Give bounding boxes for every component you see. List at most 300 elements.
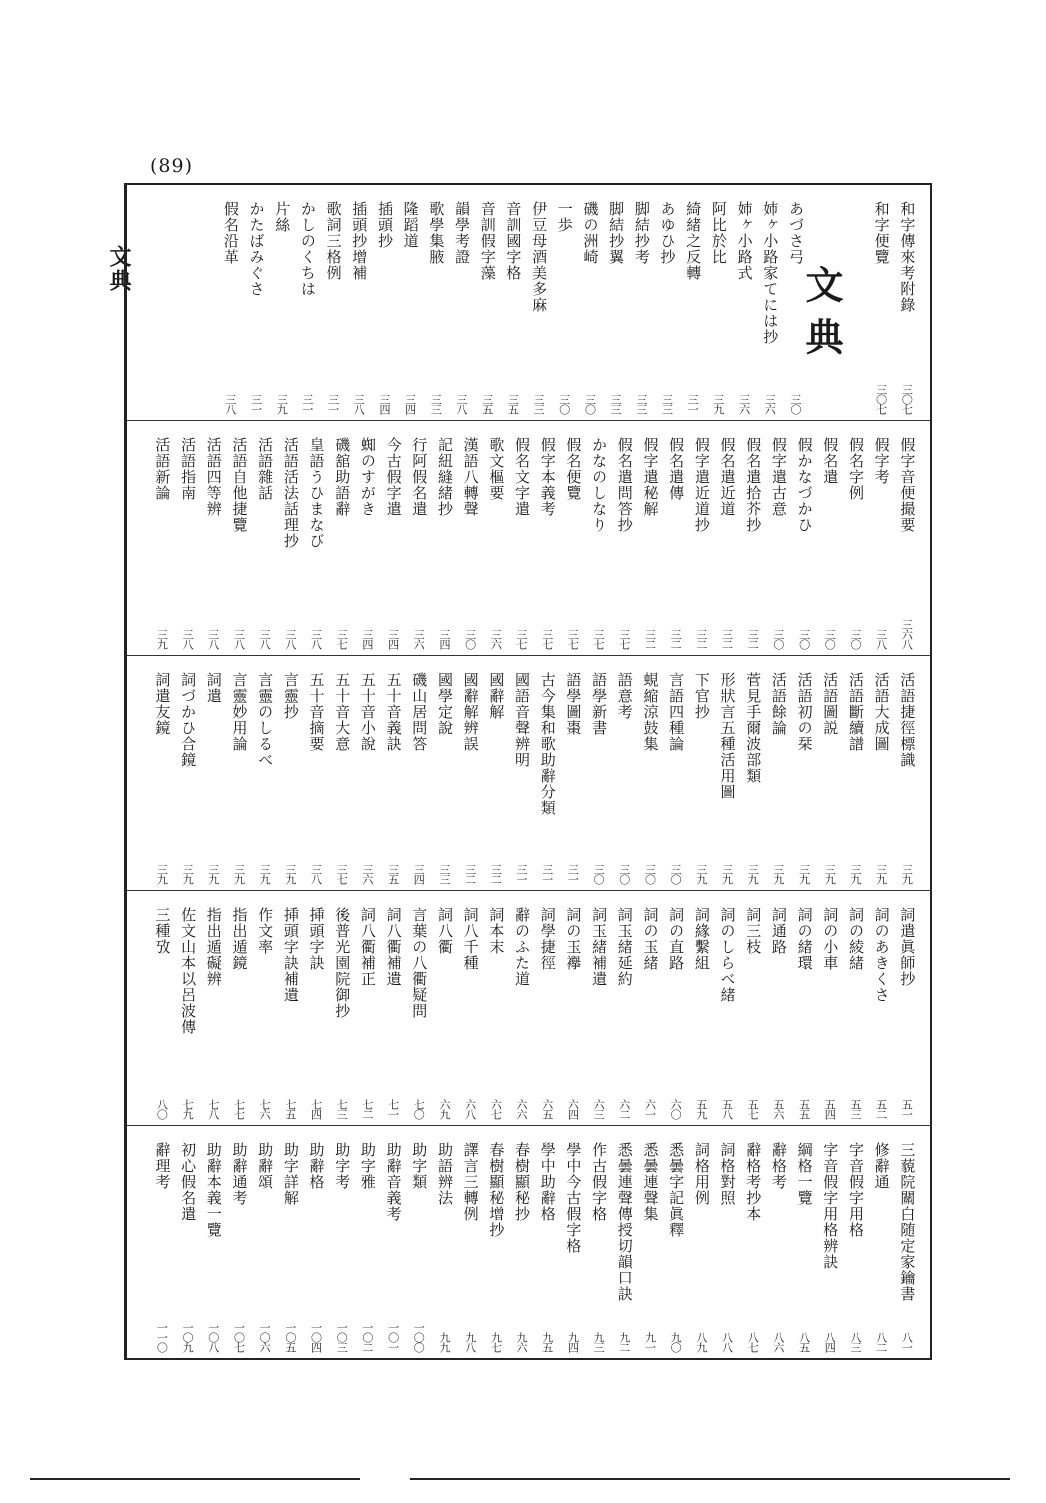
entry-title: 指出遁礙辨 bbox=[204, 907, 223, 987]
entry-page-number: 五九 bbox=[694, 1099, 708, 1119]
entry-title: 語學新書 bbox=[590, 672, 609, 736]
index-entry bbox=[372, 185, 398, 420]
entry-page-number: 一一〇 bbox=[155, 1322, 169, 1352]
entry-title: 詞本末 bbox=[487, 907, 506, 955]
entry-page-number: 三〇 bbox=[788, 394, 802, 414]
entry-title: 五十音小說 bbox=[358, 672, 377, 752]
entry-page-number: 七六 bbox=[258, 1099, 272, 1119]
entry-page-number: 八二 bbox=[874, 1332, 888, 1352]
entry-title: 悉曇連聲集 bbox=[641, 1142, 660, 1222]
entry-title: 挿頭字訣 bbox=[307, 907, 326, 971]
entry-title: 詞學捷徑 bbox=[538, 907, 557, 971]
index-entry bbox=[766, 421, 792, 655]
entry-title: 假字考 bbox=[872, 437, 891, 485]
entry-title: 悉曇連聲傳授切韻口訣 bbox=[615, 1142, 634, 1302]
entry-page-number: 三九 bbox=[848, 864, 862, 884]
entry-page-number: 三八 bbox=[181, 629, 195, 649]
index-entry bbox=[663, 1126, 689, 1358]
index-entry bbox=[398, 185, 424, 420]
entry-page-number: 三八 bbox=[309, 629, 323, 649]
entry-title: 漢語八轉聲 bbox=[461, 437, 480, 517]
index-entry bbox=[355, 891, 381, 1125]
entry-title: 活語大成圖 bbox=[872, 672, 891, 752]
index-entry bbox=[252, 656, 278, 890]
entry-title: 蜆縮涼鼓集 bbox=[641, 672, 660, 752]
index-entry bbox=[603, 185, 629, 420]
index-entry bbox=[894, 185, 920, 420]
entry-title: 辭理考 bbox=[153, 1142, 172, 1190]
index-entry bbox=[869, 421, 895, 655]
entry-page-number: 八六 bbox=[771, 1332, 785, 1352]
index-entry bbox=[432, 421, 458, 655]
index-entry bbox=[278, 1126, 304, 1358]
entry-title: 一歩 bbox=[555, 201, 574, 233]
index-entry bbox=[304, 891, 330, 1125]
entry-page-number: 六八 bbox=[463, 1099, 477, 1119]
index-entry bbox=[226, 656, 252, 890]
entry-page-number: 三七 bbox=[335, 864, 349, 884]
entry-page-number: 六三 bbox=[592, 1099, 606, 1119]
entry-title: 磯山居問答 bbox=[410, 672, 429, 752]
entry-title: 假字本義考 bbox=[538, 437, 557, 517]
entry-title: 三藐院關白随定家鑰書 bbox=[898, 1142, 917, 1302]
entry-title: 磯舘助語辭 bbox=[333, 437, 352, 517]
entry-page-number: 一〇二 bbox=[360, 1322, 374, 1352]
index-entry bbox=[218, 185, 244, 420]
entry-page-number: 三六 bbox=[360, 864, 374, 884]
entry-page-number: 五七 bbox=[746, 1099, 760, 1119]
index-entry bbox=[355, 1126, 381, 1358]
index-entry bbox=[894, 421, 920, 655]
entry-title: 假名遣問答抄 bbox=[615, 437, 634, 533]
entry-page-number: 一〇七 bbox=[232, 1322, 246, 1352]
index-entry bbox=[792, 891, 818, 1125]
index-entry bbox=[612, 1126, 638, 1358]
entry-page-number: 八八 bbox=[720, 1332, 734, 1352]
entry-title: 詞のあきくさ bbox=[872, 907, 891, 1003]
index-entry bbox=[423, 185, 449, 420]
entry-page-number: 三一 bbox=[249, 394, 263, 414]
entry-title: 詞の緒環 bbox=[795, 907, 814, 971]
index-entry bbox=[432, 1126, 458, 1358]
index-entry bbox=[817, 1126, 843, 1358]
entry-title: 活語四等辨 bbox=[204, 437, 223, 517]
entry-page-number: 六六 bbox=[515, 1099, 528, 1119]
index-entry bbox=[226, 891, 252, 1125]
entry-title: 活語捷徑標識 bbox=[898, 672, 917, 768]
index-entry bbox=[817, 421, 843, 655]
entry-title: 五十音大意 bbox=[333, 672, 352, 752]
entry-title: 國辭解 bbox=[487, 672, 506, 720]
index-entry bbox=[663, 421, 689, 655]
entry-title: 詞の綾緒 bbox=[846, 907, 865, 971]
entry-title: 悉曇字記眞釋 bbox=[667, 1142, 686, 1238]
entry-page-number: 三二 bbox=[694, 629, 708, 649]
entry-page-number: 七二 bbox=[360, 1099, 374, 1119]
index-entry bbox=[629, 185, 655, 420]
entry-page-number: 三七 bbox=[540, 629, 554, 649]
index-entry bbox=[637, 656, 663, 890]
entry-title: 詞の玉緒 bbox=[641, 907, 660, 971]
entry-page-number: 九三 bbox=[592, 1332, 606, 1352]
index-entry bbox=[381, 891, 407, 1125]
index-entry bbox=[149, 891, 175, 1125]
entry-title: 語學圖棗 bbox=[564, 672, 583, 736]
entry-title: 助語辨法 bbox=[435, 1142, 454, 1206]
entry-page-number: 三九 bbox=[720, 864, 734, 884]
entry-title: 詞の直路 bbox=[667, 907, 686, 971]
entry-page-number: 三〇七 bbox=[874, 384, 888, 414]
entry-page-number: 一〇五 bbox=[283, 1322, 297, 1352]
index-entry bbox=[560, 656, 586, 890]
entry-page-number: 九一 bbox=[643, 1332, 657, 1352]
entry-page-number: 八九 bbox=[694, 1332, 708, 1352]
index-entry bbox=[175, 891, 201, 1125]
index-entry bbox=[706, 185, 732, 420]
entry-title: 活語初の栞 bbox=[795, 672, 814, 752]
entry-page-number: 三八 bbox=[223, 394, 237, 414]
entry-page-number: 三四 bbox=[403, 394, 417, 414]
entry-page-number: 三三 bbox=[437, 864, 451, 884]
entry-title: 辭のふた道 bbox=[513, 907, 531, 987]
index-entry bbox=[535, 421, 561, 655]
index-entry bbox=[432, 891, 458, 1125]
entry-title: 助字雅 bbox=[358, 1142, 377, 1190]
entry-page-number: 三〇 bbox=[557, 394, 571, 414]
index-entry bbox=[458, 1126, 484, 1358]
entry-title: 音訓國字格 bbox=[504, 201, 523, 281]
entry-title: 指出遁鏡 bbox=[230, 907, 249, 971]
index-entry bbox=[560, 1126, 586, 1358]
entry-title: 脚結抄翼 bbox=[607, 201, 626, 265]
index-entry bbox=[612, 656, 638, 890]
index-entry bbox=[732, 185, 758, 420]
entry-page-number: 三五 bbox=[386, 864, 400, 884]
index-entry bbox=[381, 656, 407, 890]
entry-title: 假字遣古意 bbox=[769, 437, 788, 517]
entry-title: 字音假字用格 bbox=[846, 1142, 865, 1238]
entry-page-number: 三九 bbox=[206, 864, 220, 884]
entry-title: 插頭抄 bbox=[375, 201, 394, 249]
entry-title: あづさ弓 bbox=[786, 201, 805, 265]
entry-page-number: 六二 bbox=[617, 1099, 631, 1119]
entry-page-number: 六〇 bbox=[669, 1099, 683, 1119]
entry-page-number: 五五 bbox=[797, 1099, 811, 1119]
section-title: 文典 bbox=[799, 265, 844, 369]
index-entry bbox=[680, 185, 706, 420]
entry-page-number: 三九 bbox=[746, 864, 760, 884]
entry-title: 詞八千種 bbox=[461, 907, 480, 971]
index-entry bbox=[552, 185, 578, 420]
entry-page-number: 三〇 bbox=[823, 629, 837, 649]
index-entry bbox=[329, 656, 355, 890]
index-entry bbox=[792, 421, 818, 655]
entry-title: 初心假名遣 bbox=[179, 1142, 198, 1222]
index-entry bbox=[843, 656, 869, 890]
entry-page-number: 三六八 bbox=[900, 619, 914, 649]
index-entry bbox=[757, 185, 783, 420]
entry-title: 和字傳來考附錄 bbox=[898, 201, 917, 313]
index-entry bbox=[577, 185, 603, 420]
entry-title: 佐文山本以呂波傳 bbox=[179, 907, 198, 1035]
entry-page-number: 三四 bbox=[386, 629, 400, 649]
entry-title: 助辭音義考 bbox=[384, 1142, 403, 1222]
index-entry bbox=[244, 185, 270, 420]
entry-title: 綱格一覽 bbox=[795, 1142, 814, 1206]
index-entry bbox=[894, 1126, 920, 1358]
entry-title: 活語指南 bbox=[179, 437, 198, 501]
entry-page-number: 五三 bbox=[848, 1099, 862, 1119]
entry-page-number: 三六 bbox=[412, 629, 426, 649]
entry-page-number: 八〇 bbox=[155, 1099, 169, 1119]
index-entry bbox=[278, 421, 304, 655]
entry-page-number: 三〇 bbox=[617, 864, 631, 884]
entry-title: 詞遣友鏡 bbox=[153, 672, 172, 736]
entry-title: 古今集和歌助辭分類 bbox=[538, 672, 557, 816]
entry-title: 歌文樞要 bbox=[487, 437, 506, 501]
entry-title: 詞格對照 bbox=[718, 1142, 737, 1206]
entry-title: 助辭通考 bbox=[230, 1142, 249, 1206]
entry-page-number: 三〇 bbox=[848, 629, 862, 649]
entry-page-number: 三九 bbox=[232, 864, 246, 884]
entry-title: 詞遣眞師抄 bbox=[898, 907, 917, 987]
index-entry bbox=[329, 421, 355, 655]
entry-title: 假名遣傳 bbox=[667, 437, 686, 501]
entry-page-number: 三九 bbox=[900, 864, 914, 884]
entry-title: 活語活法話理抄 bbox=[281, 437, 300, 549]
entry-page-number: 三〇 bbox=[643, 864, 657, 884]
entry-title: 譯言三轉例 bbox=[461, 1142, 480, 1222]
index-entry bbox=[740, 421, 766, 655]
index-entry bbox=[535, 891, 561, 1125]
entry-page-number: 三七 bbox=[592, 629, 606, 649]
entry-title: 國語音聲辨明 bbox=[513, 672, 531, 768]
index-entry bbox=[843, 891, 869, 1125]
entry-page-number: 七一 bbox=[386, 1099, 400, 1119]
entry-title: 五十音義訣 bbox=[384, 672, 403, 752]
index-entry bbox=[715, 421, 741, 655]
entry-title: 假名遣 bbox=[821, 437, 840, 485]
index-entry bbox=[509, 656, 535, 890]
index-entry bbox=[689, 421, 715, 655]
index-entry bbox=[483, 421, 509, 655]
index-entry bbox=[740, 1126, 766, 1358]
page-number: (89) bbox=[150, 155, 194, 177]
entry-title: 假名遣拾芥抄 bbox=[744, 437, 763, 533]
index-entry bbox=[715, 891, 741, 1125]
footer-rule-right bbox=[410, 1478, 1010, 1480]
entry-title: 片絲 bbox=[273, 201, 292, 233]
entry-page-number: 三九 bbox=[155, 864, 169, 884]
entry-page-number: 三三 bbox=[532, 394, 546, 414]
entry-page-number: 一〇四 bbox=[309, 1322, 323, 1352]
entry-page-number: 三八 bbox=[283, 629, 297, 649]
entry-title: 三種攷 bbox=[153, 907, 172, 955]
entry-title: 歌學集腋 bbox=[427, 201, 446, 265]
entry-page-number: 八一 bbox=[900, 1332, 914, 1352]
entry-title: 菅見手爾波部類 bbox=[744, 672, 763, 784]
entry-title: 言靈抄 bbox=[281, 672, 300, 720]
index-entry bbox=[869, 1126, 895, 1358]
entry-page-number: 五四 bbox=[823, 1099, 837, 1119]
index-entry bbox=[509, 1126, 535, 1358]
entry-page-number: 七〇 bbox=[412, 1099, 426, 1119]
entry-page-number: 七八 bbox=[206, 1099, 220, 1119]
entry-title: 姉ヶ小路式 bbox=[735, 201, 754, 281]
entry-page-number: 九四 bbox=[566, 1332, 580, 1352]
entry-page-number: 三三 bbox=[429, 394, 443, 414]
entry-title: 綺緒之反轉 bbox=[684, 201, 703, 281]
entry-page-number: 九五 bbox=[540, 1332, 554, 1352]
entry-page-number: 五八 bbox=[720, 1099, 734, 1119]
entry-title: 下官抄 bbox=[692, 672, 711, 720]
entry-page-number: 三八 bbox=[309, 864, 323, 884]
index-entry bbox=[817, 656, 843, 890]
entry-title: 詞格用例 bbox=[692, 1142, 711, 1206]
index-entry bbox=[483, 891, 509, 1125]
entry-page-number: 六四 bbox=[566, 1099, 580, 1119]
entry-page-number: 三八 bbox=[874, 629, 888, 649]
entry-page-number: 九〇 bbox=[669, 1332, 683, 1352]
index-entry bbox=[226, 1126, 252, 1358]
index-entry bbox=[817, 891, 843, 1125]
index-entry bbox=[201, 421, 227, 655]
entry-page-number: 三〇 bbox=[771, 629, 785, 649]
index-entry bbox=[458, 891, 484, 1125]
entry-title: 國辭解辨誤 bbox=[461, 672, 480, 752]
entry-title: 學中助辭格 bbox=[538, 1142, 557, 1222]
index-entry bbox=[586, 656, 612, 890]
entry-page-number: 三九 bbox=[874, 864, 888, 884]
entry-title: 助辭頌 bbox=[256, 1142, 275, 1190]
entry-page-number: 七九 bbox=[181, 1099, 195, 1119]
entry-page-number: 三三 bbox=[609, 394, 623, 414]
entry-title: 詞八衢補遺 bbox=[384, 907, 403, 987]
index-entry bbox=[894, 656, 920, 890]
entry-page-number: 八三 bbox=[848, 1332, 862, 1352]
index-entry bbox=[766, 1126, 792, 1358]
index-entry bbox=[843, 1126, 869, 1358]
entry-title: 言靈妙用論 bbox=[230, 672, 249, 752]
entry-page-number: 六一 bbox=[643, 1099, 657, 1119]
index-entry bbox=[175, 421, 201, 655]
entry-title: 活語雜話 bbox=[256, 437, 275, 501]
index-entry bbox=[304, 421, 330, 655]
entry-page-number: 七七 bbox=[232, 1099, 246, 1119]
entry-title: 和字便覽 bbox=[872, 201, 891, 265]
entry-title: 假名便覽 bbox=[564, 437, 583, 501]
entry-title: 作古假字格 bbox=[590, 1142, 609, 1222]
index-entry bbox=[483, 656, 509, 890]
entry-page-number: 三六 bbox=[737, 394, 751, 414]
entry-title: 助字詳解 bbox=[281, 1142, 300, 1206]
entry-title: 詞のしらべ緒 bbox=[718, 907, 737, 1003]
index-entry bbox=[843, 421, 869, 655]
entry-title: 語意考 bbox=[615, 672, 634, 720]
index-entry bbox=[740, 891, 766, 1125]
entry-page-number: 三九 bbox=[771, 864, 785, 884]
index-entry bbox=[149, 1126, 175, 1358]
entry-page-number: 九九 bbox=[437, 1332, 451, 1352]
entry-title: 詞八衢補正 bbox=[358, 907, 377, 987]
index-entry bbox=[766, 891, 792, 1125]
index-entry bbox=[269, 185, 295, 420]
index-entry bbox=[715, 1126, 741, 1358]
entry-title: 磯の洲崎 bbox=[581, 201, 600, 265]
entry-page-number: 三二 bbox=[643, 629, 657, 649]
index-entry bbox=[689, 656, 715, 890]
index-entry bbox=[252, 891, 278, 1125]
index-entry bbox=[329, 891, 355, 1125]
index-entry bbox=[560, 891, 586, 1125]
index-entry bbox=[586, 891, 612, 1125]
entry-page-number: 三八 bbox=[206, 629, 220, 649]
entry-page-number: 六五 bbox=[540, 1099, 554, 1119]
index-tier-3 bbox=[127, 655, 930, 890]
entry-page-number: 三九 bbox=[155, 629, 169, 649]
entry-page-number: 三一 bbox=[326, 394, 340, 414]
index-entry bbox=[278, 891, 304, 1125]
entry-page-number: 三一 bbox=[515, 864, 528, 884]
entry-page-number: 三〇七 bbox=[900, 384, 914, 414]
index-entry bbox=[278, 656, 304, 890]
entry-title: 假名沿革 bbox=[221, 201, 240, 265]
entry-title: かしのくちは bbox=[298, 201, 317, 297]
entry-page-number: 三一 bbox=[300, 394, 314, 414]
entry-title: 假名遣近道 bbox=[718, 437, 737, 517]
index-entry bbox=[346, 185, 372, 420]
entry-title: 活語自他捷覽 bbox=[230, 437, 249, 533]
index-entry bbox=[458, 656, 484, 890]
index-entry bbox=[355, 656, 381, 890]
entry-page-number: 三一 bbox=[686, 394, 700, 414]
entry-title: 春樹顯秘增抄 bbox=[487, 1142, 506, 1238]
entry-title: かなのしなり bbox=[590, 437, 609, 533]
entry-title: 活語餘論 bbox=[769, 672, 788, 736]
entry-title: 詞通路 bbox=[769, 907, 788, 955]
entry-page-number: 三〇 bbox=[463, 629, 477, 649]
index-entry bbox=[612, 891, 638, 1125]
entry-title: 後普光園院御抄 bbox=[333, 907, 352, 1019]
entry-page-number: 三七 bbox=[335, 629, 349, 649]
entry-page-number: 一〇六 bbox=[258, 1322, 272, 1352]
entry-title: 記紐縫緒抄 bbox=[435, 437, 454, 517]
entry-page-number: 三六 bbox=[763, 394, 777, 414]
entry-page-number: 三九 bbox=[275, 394, 289, 414]
entry-page-number: 九二 bbox=[617, 1332, 631, 1352]
index-entry bbox=[458, 421, 484, 655]
entry-title: 字音假字用格辨訣 bbox=[821, 1142, 840, 1270]
entry-page-number: 三八 bbox=[232, 629, 246, 649]
index-entry bbox=[740, 656, 766, 890]
entry-page-number: 七三 bbox=[335, 1099, 349, 1119]
index-entry bbox=[201, 656, 227, 890]
entry-title: 修辭通 bbox=[872, 1142, 891, 1190]
entry-title: 作文率 bbox=[256, 907, 275, 955]
entry-page-number: 三〇 bbox=[592, 864, 606, 884]
entry-title: 假字音便撮要 bbox=[898, 437, 917, 533]
entry-page-number: 三九 bbox=[694, 864, 708, 884]
entry-page-number: 三八 bbox=[455, 394, 468, 414]
entry-title: 韻學考證 bbox=[453, 201, 471, 265]
index-tier-5 bbox=[127, 1125, 930, 1358]
entry-page-number: 五六 bbox=[771, 1099, 785, 1119]
index-entry bbox=[535, 656, 561, 890]
index-entry bbox=[381, 421, 407, 655]
entry-page-number: 三一 bbox=[540, 864, 554, 884]
entry-page-number: 三一 bbox=[566, 864, 580, 884]
index-entry bbox=[500, 185, 526, 420]
